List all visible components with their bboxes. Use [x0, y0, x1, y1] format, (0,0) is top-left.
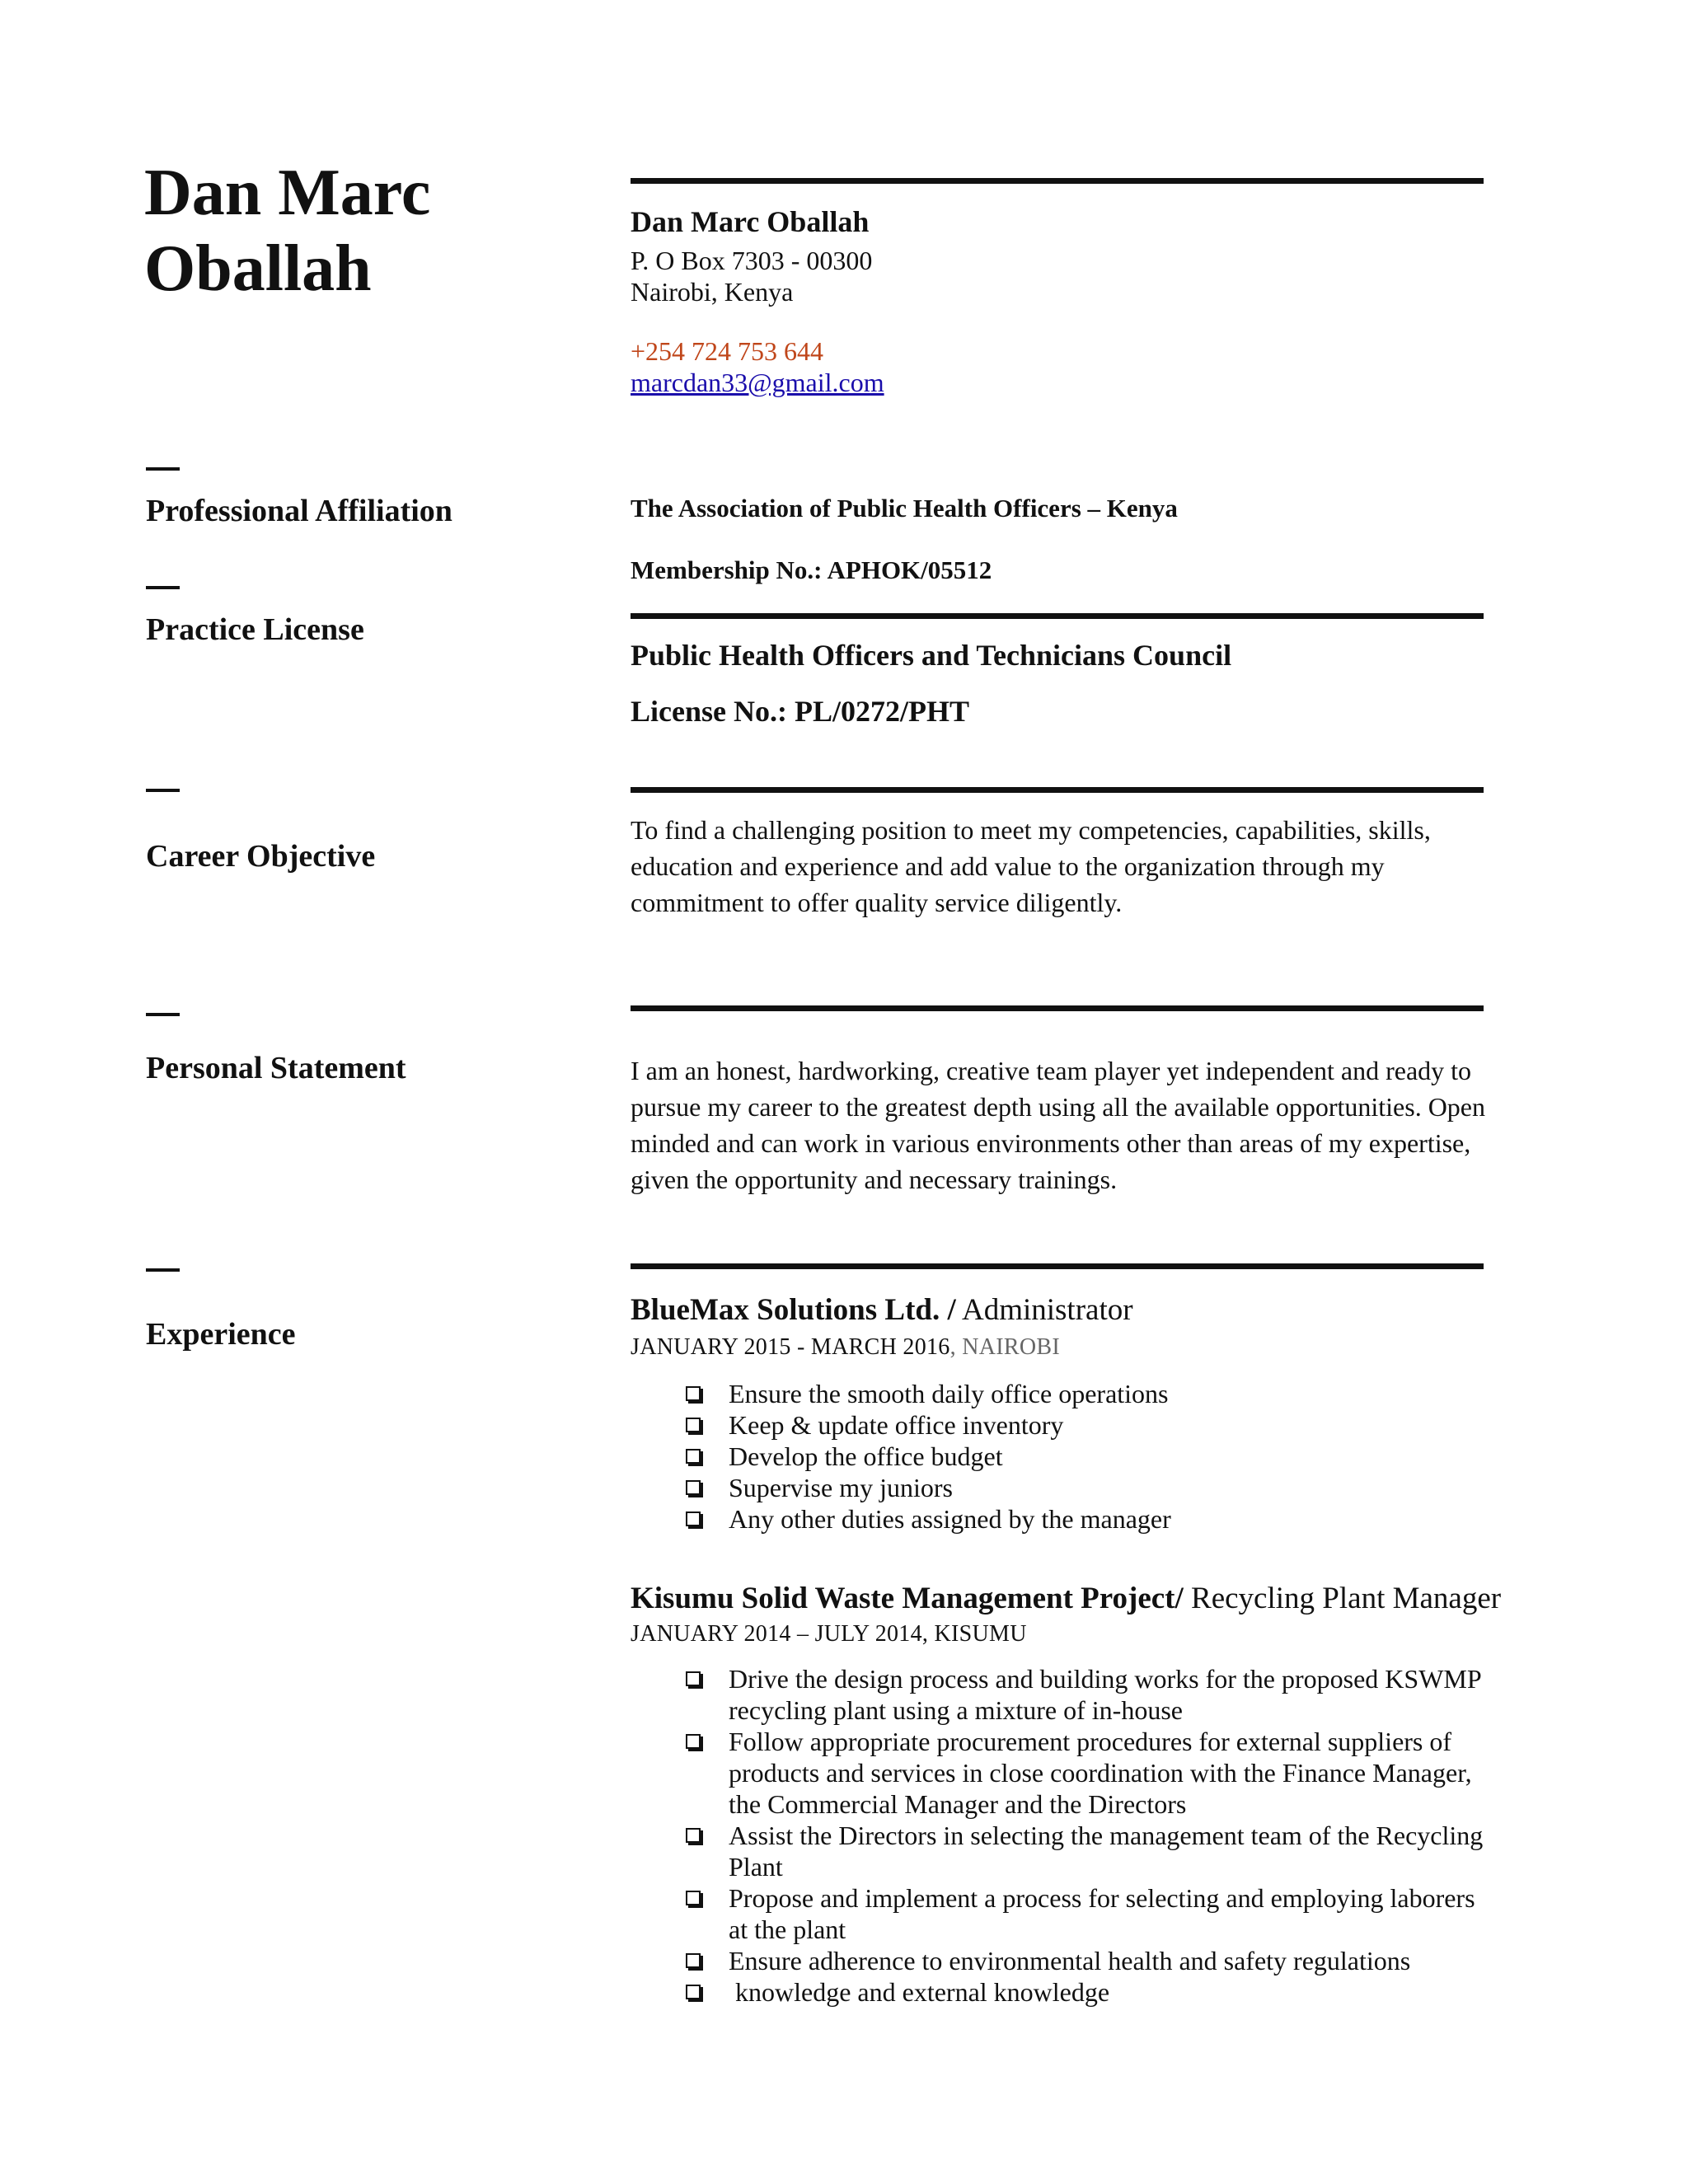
section-rule: [631, 613, 1484, 619]
section-dash: [146, 1013, 180, 1016]
duty-text: Follow appropriate procurement procedures for external suppliers of products and services in close coordination with the Finance Manager, the Commercial Manager and the Directors: [729, 1727, 1472, 1819]
list-item: [676, 1663, 1492, 1726]
job-title-bluemax: [631, 1292, 1133, 1329]
list-item: [676, 1945, 1492, 1976]
duty-text: Supervise my juniors: [729, 1473, 953, 1502]
duty-text: Propose and implement a process for selecting and employing laborers at the plant: [729, 1883, 1475, 1944]
job-company: Kisumu Solid Waste Management Project/: [631, 1582, 1184, 1615]
checkbox-bullet-icon: [686, 1734, 701, 1749]
checkbox-bullet-icon: [686, 1891, 701, 1905]
duties-list-kisumu: [676, 1663, 1492, 2008]
section-rule: [631, 1263, 1484, 1269]
section-dash: [146, 586, 180, 589]
email-link[interactable]: marcdan33@gmail.com: [631, 368, 884, 397]
section-dash: [146, 789, 180, 792]
address-line-2: Nairobi, Kenya: [631, 277, 794, 307]
heading-career-objective: Career Objective: [146, 839, 376, 874]
checkbox-bullet-icon: [686, 1511, 701, 1526]
list-item: [676, 1820, 1492, 1882]
duty-text: Develop the office budget: [729, 1441, 1003, 1471]
job-dates-bluemax: [631, 1333, 1060, 1361]
list-item: [676, 1378, 1492, 1409]
duty-text: Drive the design process and building works for the proposed KSWMP recycling plant using a mixture of in-house: [729, 1664, 1481, 1725]
resume-name-heading: [144, 155, 430, 307]
duties-list-bluemax: [676, 1378, 1492, 1535]
job-title-kisumu: [631, 1581, 1501, 1617]
checkbox-bullet-icon: [686, 1480, 701, 1495]
duty-text: Ensure the smooth daily office operations: [729, 1379, 1169, 1408]
duty-text: Any other duties assigned by the manager: [729, 1504, 1171, 1534]
name-line-2: Oballah: [144, 232, 372, 305]
checkbox-bullet-icon: [686, 1418, 701, 1432]
job-role: Recycling Plant Manager: [1183, 1582, 1502, 1615]
section-dash: [146, 1268, 180, 1272]
job-dates: JANUARY 2015 - MARCH 2016: [631, 1334, 950, 1360]
section-rule: [631, 1005, 1484, 1011]
contact-top-rule: [631, 178, 1484, 184]
list-item: [676, 1472, 1492, 1503]
heading-professional-affiliation: Professional Affiliation: [146, 494, 452, 528]
job-role: Administrator: [955, 1293, 1133, 1327]
section-rule: [631, 787, 1484, 793]
phone-number: +254 724 753 644: [631, 336, 824, 366]
checkbox-bullet-icon: [686, 1449, 701, 1464]
list-item: [676, 1882, 1492, 1945]
duty-text: knowledge and external knowledge: [729, 1977, 1110, 2007]
job-dates-kisumu: JANUARY 2014 – JULY 2014, KISUMU: [631, 1621, 1027, 1647]
duty-text: Keep & update office inventory: [729, 1410, 1064, 1440]
job-company: BlueMax Solutions Ltd. /: [631, 1293, 956, 1327]
checkbox-bullet-icon: [686, 1386, 701, 1401]
personal-statement-text: I am an honest, hardworking, creative team player yet independent and ready to pursue my career to the greatest depth using all the available opportunities. Open minded and can work in various environments other than areas of my expertise, given the opportunity and necessary trainings.: [631, 1056, 1485, 1194]
checkbox-bullet-icon: [686, 1985, 701, 1999]
membership-number: Membership No.: APHOK/05512: [631, 555, 992, 584]
list-item: [676, 1441, 1492, 1472]
license-number: License No.: PL/0272/PHT: [631, 695, 969, 728]
checkbox-bullet-icon: [686, 1671, 701, 1686]
checkbox-bullet-icon: [686, 1953, 701, 1968]
duty-text: Assist the Directors in selecting the management team of the Recycling Plant: [729, 1821, 1484, 1882]
list-item: [676, 1726, 1492, 1820]
heading-practice-license: Practice License: [146, 612, 364, 647]
career-objective-text: To find a challenging position to meet my competencies, capabilities, skills, education and experience and add value to the organization through my commitment to offer quality service diligently.: [631, 815, 1431, 917]
section-dash: [146, 467, 180, 471]
list-item: [676, 1409, 1492, 1441]
name-line-1: Dan Marc: [144, 157, 431, 229]
address-line-1: P. O Box 7303 - 00300: [631, 246, 873, 275]
contact-name: Dan Marc Oballah: [631, 205, 870, 238]
checkbox-bullet-icon: [686, 1828, 701, 1843]
heading-experience: Experience: [146, 1317, 296, 1352]
job-location: , NAIROBI: [950, 1334, 1060, 1360]
heading-personal-statement: Personal Statement: [146, 1051, 406, 1085]
duty-text: Ensure adherence to environmental health and safety regulations: [729, 1946, 1411, 1975]
list-item: [676, 1976, 1492, 2008]
list-item: [676, 1503, 1492, 1535]
license-council: Public Health Officers and Technicians Council: [631, 639, 1232, 672]
affiliation-org: The Association of Public Health Officers – Kenya: [631, 494, 1178, 523]
